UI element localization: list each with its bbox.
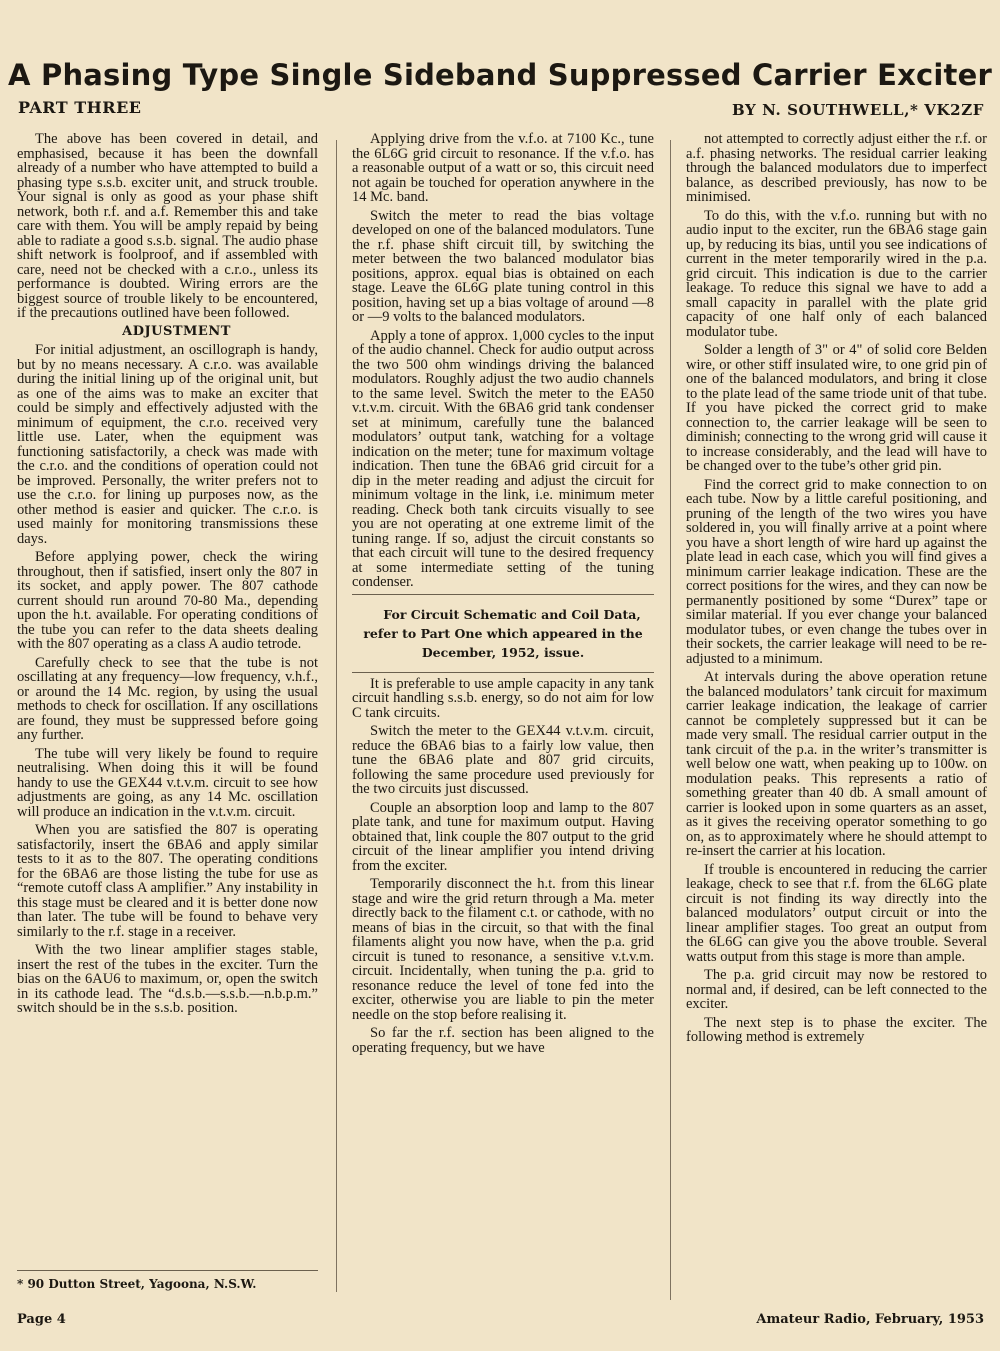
column-1 bbox=[17, 132, 318, 1270]
journal-footer: Amateur Radio, February, 1953 bbox=[756, 1312, 984, 1327]
paragraph: The p.a. grid circuit may now be restored to normal and, if desired, can be left connected to the exciter. bbox=[686, 967, 987, 1012]
paragraph: Find the correct grid to make connection to on each tube. Now by a little careful positioning, and pruning of the length of the two wires you have soldered in, you will finally arrive at a point where you have a short length of wire hard up against the plate lead in each case, which you will find gives a minimum carrier leakage indication. These are the correct positions for the wires, and they can now be permanently positioned by some “Durex” tape or similar material. If you ever change your balanced modulator tubes, or even change the tubes over in their sockets, the carrier leakage will need to be re-adjusted to a minimum. bbox=[686, 476, 987, 667]
paragraph: Carefully check to see that the tube is not oscillating at any frequency—low frequency, v.h.f., or around the 14 Mc. region, by using the usual methods to check for oscillation. If any oscillations are found, they must be suppressed before going any further. bbox=[17, 654, 318, 743]
paragraph: Temporarily disconnect the h.t. from this linear stage and wire the grid return through a Ma. meter directly back to the filament c.t. or cathode, with no means of bias in the circuit, so that with the final filaments alight you now have, when the p.a. grid circuit is tuned to resonance, a sensitive v.t.v.m. circuit. Incidentally, when tuning the p.a. grid to resonance reduce the level of tone fed into the exciter, otherwise you are liable to pin the meter needle on the stop before realising it. bbox=[352, 876, 654, 1023]
paragraph: Solder a length of 3" or 4" of solid core Belden wire, or other stiff insulated wire, to one grid pin of one of the balanced modulators, and bring it close to the plate lead of the same triode unit of that tube. If you have picked the correct grid to make connection to, the carrier leakage will be seen to diminish; connecting to the wrong grid will cause it to increase considerably, and the lead will have to be changed over to the tube’s other grid pin. bbox=[686, 342, 987, 474]
article-title: A Phasing Type Single Sideband Suppressed Carrier Exciter bbox=[8, 58, 992, 92]
paragraph: So far the r.f. section has been aligned to the operating frequency, but we have bbox=[352, 1025, 654, 1056]
paragraph: The above has been covered in detail, and emphasised, because it has been the downfall already of a number who have attempted to build a phasing type s.s.b. exciter unit, and struck trouble. Your signal is only as good as your phase shift network, both r.f. and a.f. Remember this and take care with them. You will be amply repaid by being able to radiate a good s.s.b. signal. The audio phase shift network is foolproof, and if assembled with care, need not be checked with a c.r.o., unless its performance is doubted. Wiring errors are the biggest source of trouble likely to be encountered, if the precautions outlined have been followed. bbox=[17, 132, 318, 321]
section-heading: ADJUSTMENT bbox=[122, 323, 231, 339]
column-divider bbox=[670, 140, 671, 1300]
paragraph: Applying drive from the v.f.o. at 7100 Kc., tune the 6L6G grid circuit to resonance. If the v.f.o. has a reasonable output of a watt or so, this circuit need not again be touched for operation anywhere in the 14 Mc. band. bbox=[352, 132, 654, 205]
author-footnote: * 90 Dutton Street, Yagoona, N.S.W. bbox=[17, 1270, 318, 1291]
paragraph: not attempted to correctly adjust either the r.f. or a.f. phasing networks. The residual carrier leaking through the balanced modulators due to imperfect balance, as described previously, has now to be minimised. bbox=[686, 132, 987, 205]
paragraph: The next step is to phase the exciter. The following method is extremely bbox=[686, 1014, 987, 1045]
paragraph: At intervals during the above operation retune the balanced modulators’ tank circuit for maximum carrier leakage indication, the leakage of carrier cannot be completely suppressed but it can be made very small. The residual carrier output in the tank circuit of the p.a. in the writer’s transmitter is well below one watt, when peaking up to 100w. on modulation peaks. This represents a ratio of something greater than 40 db. A small amount of carrier is looked upon in some quarters as an asset, as it gives the receiving operator something to go on, as to approximately where he should attempt to re-insert the carrier at his location. bbox=[686, 669, 987, 859]
paragraph: It is preferable to use ample capacity in any tank circuit handling s.s.b. energy, so do not aim for low C tank circuits. bbox=[352, 675, 654, 721]
paragraph: Switch the meter to read the bias voltage developed on one of the balanced modulators. Tune the r.f. phase shift circuit till, by switching the meter between the two balanced modulator bias positions, approx. equal bias is obtained on each stage. Leave the 6L6G plate tuning control in this position, having set up a bias voltage of around —8 or —9 volts to the balanced modulators. bbox=[352, 207, 654, 325]
paragraph: For initial adjustment, an oscillograph is handy, but by no means necessary. A c.r.o. was available during the initial lining up of the original unit, but as one of the aims was to make an exciter that could be simply and effectively adjusted with the minimum of equipment, the c.r.o. received very little use. Later, when the equipment was functioning satisfactorily, a check was made with the c.r.o. and the conditions of operation could not be improved. Personally, the writer prefers not to use the c.r.o. for lining up purposes now, as the other method is easier and quicker. The c.r.o. is used mainly for monitoring transmissions these days. bbox=[17, 342, 318, 547]
part-label: PART THREE bbox=[18, 98, 142, 117]
editor-note-box: For Circuit Schematic and Coil Data, refer to Part One which appeared in the December, 1952, issue. bbox=[352, 594, 654, 673]
paragraph: The tube will very likely be found to require neutralising. When doing this it will be found handy to use the GEX44 v.t.v.m. circuit to see how adjustments are going, as any 14 Mc. oscillation will produce an indication in the v.t.v.m. circuit. bbox=[17, 745, 318, 820]
paragraph: Switch the meter to the GEX44 v.t.v.m. circuit, reduce the 6BA6 bias to a fairly low value, then tune the 6BA6 plate and 807 grid circuits, following the same procedure used previously for the two circuits just discussed. bbox=[352, 723, 654, 797]
column-divider bbox=[336, 140, 337, 1292]
paragraph: Couple an absorption loop and lamp to the 807 plate tank, and tune for maximum output. Having obtained that, link couple the 807 output to the grid circuit of the linear amplifier you intend driving from the exciter. bbox=[352, 799, 654, 874]
paragraph: When you are satisfied the 807 is operating satisfactorily, insert the 6BA6 and apply similar tests to it as to the 807. The operating conditions for the 6BA6 are those listing the tube for use as “remote cutoff class A amplifier.” Any instability in this stage must be cleared and it is better done now than later. The tube will be found to behave very similarly to the r.f. stage in a receiver. bbox=[17, 822, 318, 940]
paragraph: Apply a tone of approx. 1,000 cycles to the input of the audio channel. Check for audio output across the two 500 ohm windings driving the balanced modulators. Roughly adjust the two audio channels to the same level. Switch the meter to the EA50 v.t.v.m. circuit. With the 6BA6 grid tank condenser set at minimum, carefully tune the balanced modulators’ output tank, watching for a voltage indication on the meter; tune for maximum voltage indication. Then tune the 6BA6 grid circuit for a dip in the meter reading and adjust the circuit for minimum voltage in the link, i.e. minimum meter reading. Check both tank circuits visually to see you are not operating at one extreme limit of the tuning range. If so, adjust the circuit constants so that each circuit will tune to the desired frequency at some intermediate setting of the tuning condenser. bbox=[352, 327, 654, 590]
paragraph: With the two linear amplifier stages stable, insert the rest of the tubes in the exciter. Turn the bias on the 6AU6 to maximum, or, open the switch in its cathode lead. The “d.s.b.—s.s.b.—n.b.p.m.” switch should be in the s.s.b. position. bbox=[17, 942, 318, 1016]
paragraph: Before applying power, check the wiring throughout, then if satisfied, insert only the 807 in its socket, and apply power. The 807 cathode current should run around 70-80 Ma., depending upon the h.t. available. For operating conditions of the tube you can refer to the data sheets dealing with the 807 operating as a class A audio tetrode. bbox=[17, 549, 318, 652]
paragraph: If trouble is encountered in reducing the carrier leakage, check to see that r.f. from the 6L6G plate circuit is not finding its way directly into the balanced modulators’ output circuit or into the linear amplifier stages. Too great an output from the 6L6G can give you the above trouble. Several watts output from this stage is more than ample. bbox=[686, 861, 987, 965]
paragraph: To do this, with the v.f.o. running but with no audio input to the exciter, run the 6BA6 stage gain up, by reducing its bias, until you see indications of current in the meter temporarily wired in the p.a. grid circuit. This indication is due to the carrier leakage. To reduce this signal we have to add a small capacity in parallel with the plate grid capacity of one half only of each balanced modulator tube. bbox=[686, 207, 987, 340]
page-number: Page 4 bbox=[17, 1312, 66, 1327]
column-3 bbox=[686, 132, 987, 1292]
author-byline: BY N. SOUTHWELL,* VK2ZF bbox=[731, 101, 984, 119]
column-2 bbox=[352, 132, 654, 1282]
